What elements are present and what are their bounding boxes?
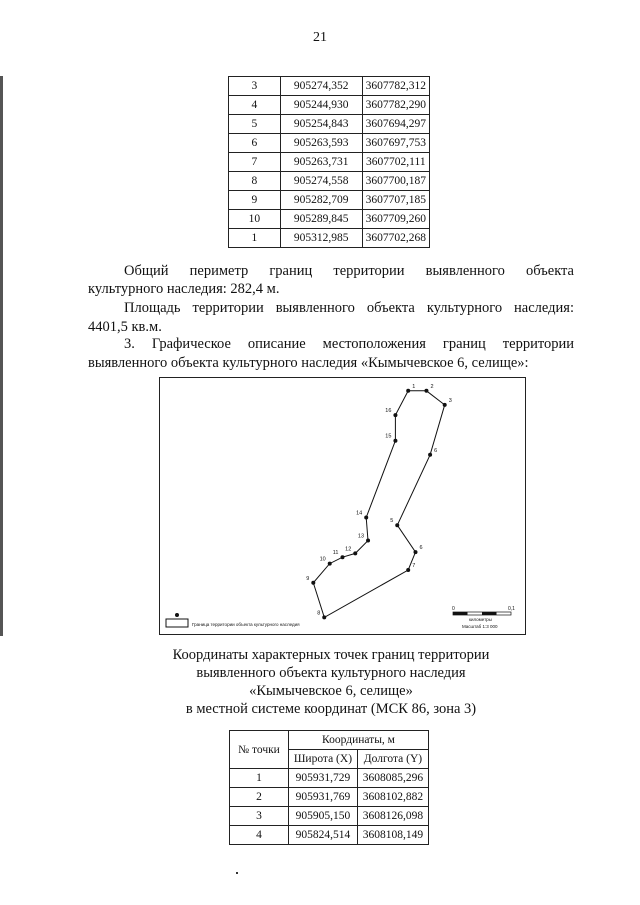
section-3-line-1: 3. Графическое описание местоположения границ территории (124, 336, 574, 352)
section-3-line-2: выявленного объекта культурного наследия «Кымычевское 6, селище»: (88, 355, 529, 371)
boundary-point-marker (395, 523, 399, 527)
table-row (229, 115, 430, 134)
longitude-cell: 3608085,296 (357, 769, 428, 788)
boundary-point-label: 3 (448, 397, 452, 404)
point-number-cell: 9 (229, 191, 281, 210)
caption-line-3: «Кымычевское 6, селище» (249, 683, 413, 699)
scale-max-label: 0,1 (508, 606, 515, 612)
boundary-point-label: 1 (412, 383, 416, 390)
latitude-cell: 905263,593 (280, 134, 362, 153)
latitude-cell: 905254,843 (280, 115, 362, 134)
perimeter-line-2: культурного наследия: 282,4 м. (88, 281, 280, 297)
point-number-cell: 4 (229, 96, 281, 115)
header-longitude: Долгота (Y) (357, 750, 428, 769)
boundary-point-marker (322, 615, 326, 619)
point-number-cell: 3 (229, 77, 281, 96)
legend-label: Граница территории объекта культурного наследия (192, 622, 300, 627)
caption-line-1: Координаты характерных точек границ территории (172, 647, 490, 663)
page-number: 21 (313, 30, 327, 45)
longitude-cell: 3607697,753 (362, 134, 429, 153)
point-number-cell: 3 (230, 807, 289, 826)
table-row (229, 96, 430, 115)
table-row (229, 134, 430, 153)
point-number-cell: 4 (230, 826, 289, 845)
table-row (229, 191, 430, 210)
table-row (230, 807, 429, 826)
header-latitude: Широта (X) (289, 750, 358, 769)
longitude-cell: 3607707,185 (362, 191, 429, 210)
longitude-cell: 3608126,098 (357, 807, 428, 826)
caption-line-2: выявленного объекта культурного наследия (196, 665, 466, 681)
latitude-cell: 905274,558 (280, 172, 362, 191)
boundary-point-label: 6 (419, 545, 423, 552)
longitude-cell: 3608108,149 (357, 826, 428, 845)
scan-edge-bar (0, 76, 3, 636)
boundary-point-label: 8 (317, 610, 321, 617)
table-row (229, 210, 430, 229)
header-point-number: № точки (230, 731, 289, 769)
latitude-cell: 905289,845 (280, 210, 362, 229)
point-number-cell: 6 (229, 134, 281, 153)
scale-bar-segment (453, 612, 468, 615)
boundary-point-label: 12 (345, 546, 352, 553)
boundary-point-label: 10 (319, 556, 326, 563)
boundary-point-label: 2 (430, 383, 434, 390)
table-row (230, 826, 429, 845)
latitude-cell: 905905,150 (289, 807, 358, 826)
area-line-1: Площадь территории выявленного объекта культурного наследия: (124, 300, 574, 316)
boundary-point-marker (414, 550, 418, 554)
table-row (229, 77, 430, 96)
longitude-cell: 3608102,882 (357, 788, 428, 807)
longitude-cell: 3607782,312 (362, 77, 429, 96)
boundary-map (159, 377, 526, 635)
legend-point-marker (175, 613, 179, 617)
boundary-point-marker (328, 562, 332, 566)
boundary-point-label: 15 (385, 433, 392, 440)
area-line-2: 4401,5 кв.м. (88, 319, 162, 335)
scan-speck (236, 872, 238, 874)
scale-zero-label: 0 (452, 606, 455, 612)
longitude-cell: 3607702,111 (362, 153, 429, 172)
scale-unit-label: километры (469, 617, 492, 622)
table-row (230, 769, 429, 788)
boundary-point-label: 5 (390, 518, 394, 525)
coordinates-table (229, 730, 429, 845)
point-number-cell: 10 (229, 210, 281, 229)
point-number-cell: 1 (230, 769, 289, 788)
perimeter-line-1: Общий периметр границ территории выявленного объекта (124, 263, 574, 279)
latitude-cell: 905824,514 (289, 826, 358, 845)
scale-bar-segment (482, 612, 497, 615)
longitude-cell: 3607709,260 (362, 210, 429, 229)
boundary-map-svg (160, 378, 525, 634)
boundary-point-label: 6 (434, 447, 438, 454)
latitude-cell: 905931,729 (289, 769, 358, 788)
longitude-cell: 3607702,268 (362, 229, 429, 248)
point-number-cell: 2 (230, 788, 289, 807)
scale-text: Масштаб 1:3 000 (462, 624, 498, 629)
boundary-point-marker (393, 413, 397, 417)
boundary-point-label: 14 (356, 510, 363, 517)
latitude-cell: 905263,731 (280, 153, 362, 172)
point-number-cell: 8 (229, 172, 281, 191)
territory-boundary-polygon (313, 391, 444, 618)
boundary-point-marker (393, 439, 397, 443)
table-row (229, 229, 430, 248)
longitude-cell: 3607782,290 (362, 96, 429, 115)
boundary-point-marker (406, 568, 410, 572)
table-row (229, 172, 430, 191)
point-number-cell: 5 (229, 115, 281, 134)
latitude-cell: 905274,352 (280, 77, 362, 96)
table-row (229, 153, 430, 172)
point-number-cell: 1 (229, 229, 281, 248)
boundary-point-marker (428, 453, 432, 457)
boundary-point-marker (406, 389, 410, 393)
boundary-point-label: 13 (357, 533, 365, 540)
header-coordinates: Координаты, м (289, 731, 429, 750)
boundary-point-label: 16 (385, 408, 392, 415)
longitude-cell: 3607700,187 (362, 172, 429, 191)
longitude-cell: 3607694,297 (362, 115, 429, 134)
boundary-point-marker (364, 516, 368, 520)
boundary-point-marker (424, 389, 428, 393)
table-row (230, 788, 429, 807)
coordinates-table-continued (228, 76, 430, 248)
caption-line-4: в местной системе координат (МСК 86, зона 3) (185, 701, 477, 717)
latitude-cell: 905244,930 (280, 96, 362, 115)
boundary-point-label: 7 (412, 563, 416, 569)
boundary-point-marker (366, 539, 370, 543)
latitude-cell: 905282,709 (280, 191, 362, 210)
latitude-cell: 905931,769 (289, 788, 358, 807)
boundary-point-marker (341, 555, 345, 559)
legend-boundary-swatch (166, 619, 188, 627)
latitude-cell: 905312,985 (280, 229, 362, 248)
boundary-point-marker (311, 581, 315, 585)
boundary-point-marker (443, 403, 447, 407)
boundary-point-marker (353, 551, 357, 555)
boundary-point-label: 9 (306, 575, 310, 582)
point-number-cell: 7 (229, 153, 281, 172)
boundary-point-label: 11 (332, 550, 339, 557)
